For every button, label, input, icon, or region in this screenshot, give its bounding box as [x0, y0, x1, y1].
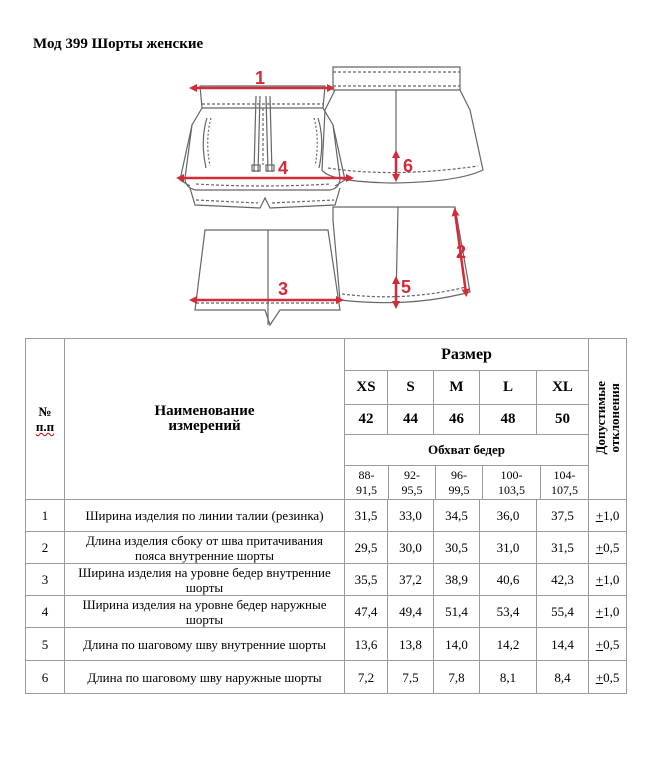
measurement-arrows [180, 88, 466, 305]
hip-range-m: 96- 99,5 [436, 466, 483, 499]
size-num-48: 48 [480, 405, 537, 435]
measurement-value: 37,2 [388, 564, 434, 596]
measurement-value: 14,4 [537, 628, 589, 661]
table-row [26, 628, 627, 661]
inner-front-view-sketch [195, 230, 340, 325]
tolerance-value [589, 564, 627, 596]
measurement-name [65, 500, 345, 532]
shorts-technical-sketch [0, 0, 653, 340]
row-number: 2 [26, 532, 65, 564]
front-view-sketch [180, 86, 345, 208]
tolerance-sign: + [595, 572, 604, 587]
tolerance-value [589, 596, 627, 628]
label-1: 1 [255, 68, 266, 88]
size-num-44: 44 [388, 405, 434, 435]
tolerance-sign: + [595, 669, 604, 685]
measurement-value: 31,5 [345, 500, 388, 532]
measurement-value: 14,2 [480, 628, 537, 661]
tolerance-number: 0,5 [603, 540, 620, 555]
measurement-value: 40,6 [480, 564, 537, 596]
measurement-name-line: Ширина изделия на уровне бедер наружные [82, 596, 327, 612]
measurement-name-line: шорты [185, 611, 224, 627]
tolerance-header-line1: Допустимые [592, 380, 608, 455]
label-2: 2 [456, 242, 467, 262]
name-header-line1: Наименование [154, 403, 255, 419]
measurement-name-line: Ширина изделия на уровне бедер внутренние [78, 564, 331, 580]
measurement-value: 13,6 [345, 628, 388, 661]
table-row [26, 532, 627, 564]
tolerance-sign: + [595, 540, 604, 555]
label-5: 5 [401, 277, 412, 297]
measurement-value: 35,5 [345, 564, 388, 596]
tolerance-value [589, 500, 627, 532]
num-header-bottom: п.п [35, 419, 55, 434]
measurement-value: 7,8 [434, 661, 480, 694]
measurement-value: 47,4 [345, 596, 388, 628]
table-body [26, 500, 627, 694]
row-number: 1 [26, 500, 65, 532]
measurement-value: 29,5 [345, 532, 388, 564]
measurement-name-line: Длина по шаговому шву внутренние шорты [83, 636, 326, 652]
measurement-value: 42,3 [537, 564, 589, 596]
measurement-value: 37,5 [537, 500, 589, 532]
tolerance-number: 1,0 [603, 604, 620, 619]
table-row [26, 596, 627, 628]
tolerance-value [589, 532, 627, 564]
name-header-cell [65, 339, 345, 500]
tolerance-value [589, 628, 627, 661]
label-4: 4 [278, 158, 289, 178]
size-num-46: 46 [434, 405, 480, 435]
measurement-value: 38,9 [434, 564, 480, 596]
measurement-name [65, 628, 345, 661]
tolerance-sign: + [595, 508, 604, 523]
measurement-name [65, 596, 345, 628]
page-title: Мод 399 Шорты женские [33, 36, 204, 52]
measurement-name [65, 661, 345, 694]
measurement-name-line: шорты [185, 579, 224, 595]
measurement-value: 34,5 [434, 500, 480, 532]
measurement-value: 31,5 [537, 532, 589, 564]
measurement-value: 30,0 [388, 532, 434, 564]
hip-range-s: 92- 95,5 [389, 466, 436, 499]
measurement-value: 8,4 [537, 661, 589, 694]
measurement-name-line: Ширина изделия по линии талии (резинка) [85, 508, 324, 523]
row-number: 4 [26, 596, 65, 628]
hip-range-l: 100- 103,5 [483, 466, 541, 499]
measurement-value: 33,0 [388, 500, 434, 532]
row-number: 3 [26, 564, 65, 596]
measurement-value: 7,5 [388, 661, 434, 694]
size-l: L [480, 371, 537, 405]
size-xs: XS [345, 371, 388, 405]
measurement-name-line: Длина по шаговому шву наружные шорты [87, 669, 322, 685]
size-m: M [434, 371, 480, 405]
table-row [26, 500, 627, 532]
table-row [26, 564, 627, 596]
tolerance-header-cell [589, 339, 627, 500]
measurement-value: 30,5 [434, 532, 480, 564]
tolerance-sign: + [595, 604, 604, 619]
hip-range-row [345, 466, 588, 499]
measurement-name-line: пояса внутренние шорты [135, 547, 274, 563]
measurement-value: 8,1 [480, 661, 537, 694]
measurement-value: 36,0 [480, 500, 537, 532]
tolerance-number: 1,0 [603, 572, 620, 587]
measurement-value: 31,0 [480, 532, 537, 564]
measurement-value: 49,4 [388, 596, 434, 628]
measurement-value: 53,4 [480, 596, 537, 628]
measurement-name [65, 564, 345, 596]
tolerance-sign: + [595, 636, 604, 652]
measurement-value: 51,4 [434, 596, 480, 628]
measurement-value: 13,8 [388, 628, 434, 661]
label-3: 3 [278, 279, 289, 299]
tolerance-number: 1,0 [603, 508, 620, 523]
size-header: Размер [345, 339, 589, 371]
label-6: 6 [403, 156, 414, 176]
tolerance-value [589, 661, 627, 694]
hip-header: Обхват бедер [345, 435, 588, 466]
hip-range-xs: 88- 91,5 [345, 466, 389, 499]
tolerance-header-line2: отклонения [606, 382, 622, 453]
row-number: 6 [26, 661, 65, 694]
hip-cell [345, 435, 589, 500]
measurement-name-line: Длина изделия сбоку от шва притачивания [85, 532, 323, 548]
size-xl: XL [537, 371, 589, 405]
tolerance-number: 0,5 [603, 669, 620, 685]
measurement-value: 55,4 [537, 596, 589, 628]
measurement-value: 14,0 [434, 628, 480, 661]
measurement-table [25, 338, 627, 694]
size-num-42: 42 [345, 405, 388, 435]
tolerance-number: 0,5 [603, 636, 620, 652]
size-s: S [388, 371, 434, 405]
table-row [26, 661, 627, 694]
size-num-50: 50 [537, 405, 589, 435]
name-header-line2: измерений [168, 418, 241, 434]
row-number: 5 [26, 628, 65, 661]
measurement-name [65, 532, 345, 564]
num-header-top: № [38, 404, 52, 419]
measurement-value: 7,2 [345, 661, 388, 694]
num-header-cell [26, 339, 65, 500]
hip-range-xl: 104- 107,5 [551, 468, 578, 497]
